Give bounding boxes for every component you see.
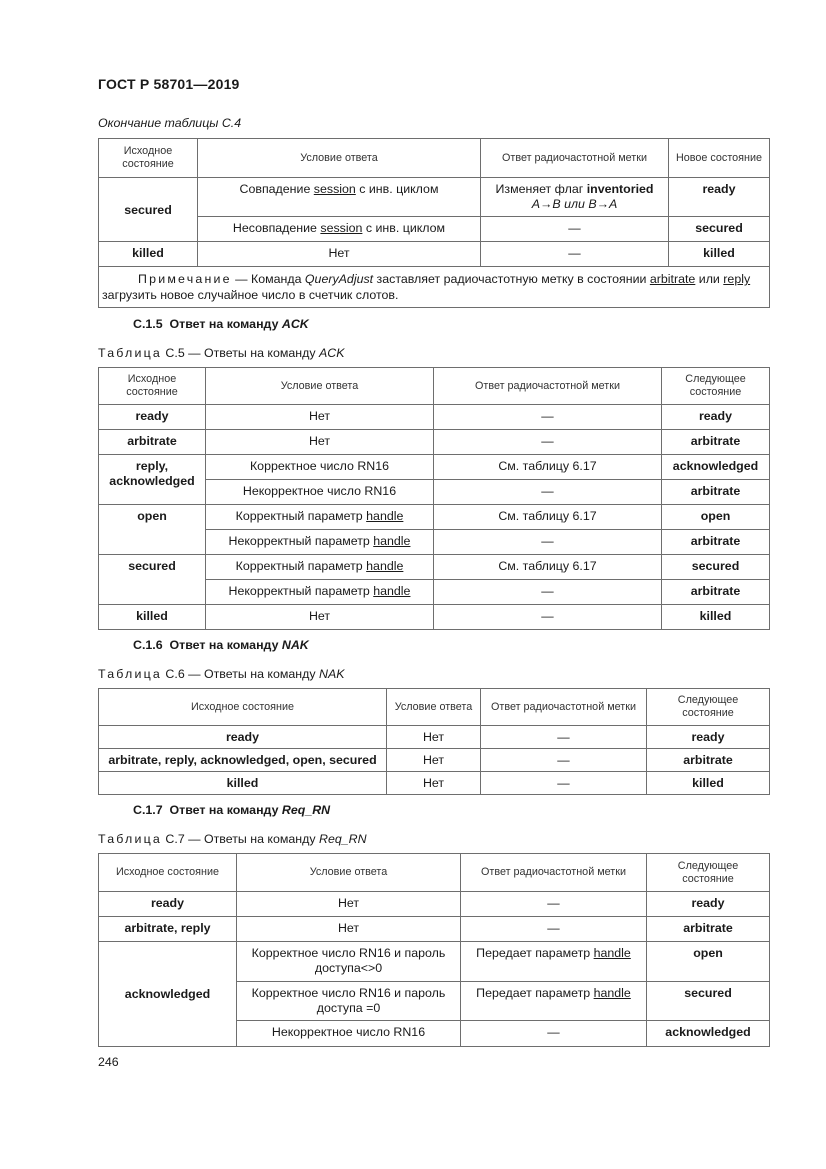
table-c5	[98, 367, 770, 630]
table-header-row	[99, 368, 770, 405]
table-row	[99, 726, 770, 749]
table-row	[99, 772, 770, 795]
response-cell: —	[434, 530, 662, 555]
state-cell: ready	[99, 405, 206, 430]
response-cell: —	[481, 217, 669, 242]
table-row	[99, 455, 770, 480]
state-cell: killed	[99, 605, 206, 630]
header-cell: Ответ радиочастотной метки	[481, 139, 669, 178]
condition-cell: Некорректный параметр handle	[206, 530, 434, 555]
next-state-cell: secured	[662, 555, 770, 580]
next-state-cell: acknowledged	[662, 455, 770, 480]
response-cell: —	[434, 480, 662, 505]
table-row	[99, 917, 770, 942]
condition-cell: Корректный параметр handle	[206, 505, 434, 530]
table-row	[99, 605, 770, 630]
response-cell: —	[481, 242, 669, 267]
next-state-cell: open	[647, 942, 770, 982]
response-cell: См. таблицу 6.17	[434, 455, 662, 480]
condition-cell: Совпадение session с инв. циклом	[198, 178, 481, 217]
next-state-cell: killed	[662, 605, 770, 630]
response-cell: См. таблицу 6.17	[434, 555, 662, 580]
next-state-cell: ready	[647, 892, 770, 917]
table-c4	[98, 138, 770, 308]
condition-cell: Нет	[387, 749, 481, 772]
page-number: 246	[98, 1055, 119, 1069]
next-state-cell: open	[662, 505, 770, 530]
header-cell: Ответ радиочастотной метки	[461, 854, 647, 892]
header-cell: Исходное состояние	[99, 689, 387, 726]
table-note-row	[99, 267, 770, 308]
table-row	[99, 555, 770, 580]
state-cell: arbitrate, reply	[99, 917, 237, 942]
response-cell: См. таблицу 6.17	[434, 505, 662, 530]
state-cell: reply, acknowledged	[99, 455, 206, 505]
table-row	[99, 178, 770, 217]
next-state-cell: secured	[647, 982, 770, 1021]
response-cell: —	[461, 1021, 647, 1047]
header-cell: Исходное состояние	[99, 854, 237, 892]
section-heading-c16: С.1.6 Ответ на команду NAK	[133, 638, 309, 652]
state-cell: secured	[99, 555, 206, 605]
response-cell: —	[434, 580, 662, 605]
state-cell: killed	[99, 242, 198, 267]
header-cell: Условие ответа	[237, 854, 461, 892]
table-row	[99, 430, 770, 455]
table-row	[99, 405, 770, 430]
header-cell: Следующее состояние	[647, 854, 770, 892]
section-heading-c17: С.1.7 Ответ на команду Req_RN	[133, 803, 331, 817]
table-c7	[98, 853, 770, 1047]
state-cell: killed	[99, 772, 387, 795]
condition-cell: Корректное число RN16 и пароль доступа =0	[237, 982, 461, 1021]
table-row	[99, 942, 770, 982]
condition-cell: Нет	[198, 242, 481, 267]
table-header-row	[99, 139, 770, 178]
next-state-cell: ready	[647, 726, 770, 749]
next-state-cell: arbitrate	[662, 480, 770, 505]
header-cell: Ответ радиочастотной метки	[481, 689, 647, 726]
condition-cell: Некорректное число RN16	[206, 480, 434, 505]
next-state-cell: ready	[669, 178, 770, 217]
table-row	[99, 749, 770, 772]
table-header-row	[99, 854, 770, 892]
condition-cell: Некорректное число RN16	[237, 1021, 461, 1047]
condition-cell: Несовпадение session с инв. циклом	[198, 217, 481, 242]
condition-cell: Нет	[206, 605, 434, 630]
next-state-cell: arbitrate	[647, 749, 770, 772]
next-state-cell: ready	[662, 405, 770, 430]
next-state-cell: arbitrate	[662, 530, 770, 555]
response-cell: —	[481, 726, 647, 749]
header-cell: Условие ответа	[198, 139, 481, 178]
table-note: Примечание — Команда QueryAdjust заставляет радиочастотную метку в состоянии arbitrate или reply загрузить новое случайное число в счетчик слотов.	[99, 267, 770, 308]
condition-cell: Нет	[206, 405, 434, 430]
state-cell: secured	[99, 178, 198, 242]
header-cell: Условие ответа	[387, 689, 481, 726]
condition-cell: Нет	[237, 892, 461, 917]
condition-cell: Нет	[206, 430, 434, 455]
next-state-cell: killed	[669, 242, 770, 267]
document-title: ГОСТ Р 58701—2019	[98, 76, 240, 92]
table-c6-caption: Таблица С.6 — Ответы на команду NAK	[98, 667, 345, 681]
condition-cell: Корректный параметр handle	[206, 555, 434, 580]
response-cell: Передает параметр handle	[461, 942, 647, 982]
header-cell: Условие ответа	[206, 368, 434, 405]
next-state-cell: arbitrate	[662, 430, 770, 455]
table-header-row	[99, 689, 770, 726]
state-cell: ready	[99, 726, 387, 749]
condition-cell: Нет	[237, 917, 461, 942]
table-c7-caption: Таблица С.7 — Ответы на команду Req_RN	[98, 832, 367, 846]
table-c5-caption: Таблица С.5 — Ответы на команду ACK	[98, 346, 345, 360]
table-row	[99, 892, 770, 917]
condition-cell: Некорректный параметр handle	[206, 580, 434, 605]
header-cell: Следующее состояние	[647, 689, 770, 726]
table-row	[99, 505, 770, 530]
state-cell: arbitrate, reply, acknowledged, open, secured	[99, 749, 387, 772]
condition-cell: Корректное число RN16 и пароль доступа<>0	[237, 942, 461, 982]
state-cell: arbitrate	[99, 430, 206, 455]
condition-cell: Нет	[387, 772, 481, 795]
condition-cell: Нет	[387, 726, 481, 749]
state-cell: ready	[99, 892, 237, 917]
response-cell: —	[434, 605, 662, 630]
next-state-cell: secured	[669, 217, 770, 242]
next-state-cell: arbitrate	[662, 580, 770, 605]
condition-cell: Корректное число RN16	[206, 455, 434, 480]
table-row	[99, 217, 770, 242]
header-cell: Исходное состояние	[99, 139, 198, 178]
next-state-cell: killed	[647, 772, 770, 795]
state-cell: open	[99, 505, 206, 555]
next-state-cell: acknowledged	[647, 1021, 770, 1047]
header-cell: Исходное состояние	[99, 368, 206, 405]
state-cell: acknowledged	[99, 942, 237, 1047]
header-cell: Новое состояние	[669, 139, 770, 178]
table-row	[99, 242, 770, 267]
response-cell: Передает параметр handle	[461, 982, 647, 1021]
response-cell: —	[434, 430, 662, 455]
response-cell: —	[434, 405, 662, 430]
response-cell: —	[461, 892, 647, 917]
table-c4-caption: Окончание таблицы С.4	[98, 116, 242, 130]
header-cell: Следующее состояние	[662, 368, 770, 405]
response-cell: —	[461, 917, 647, 942]
table-c6	[98, 688, 770, 795]
response-cell: —	[481, 772, 647, 795]
next-state-cell: arbitrate	[647, 917, 770, 942]
header-cell: Ответ радиочастотной метки	[434, 368, 662, 405]
section-heading-c15: С.1.5 Ответ на команду ACK	[133, 317, 309, 331]
response-cell: —	[481, 749, 647, 772]
response-cell: Изменяет флаг inventoried A→B или B→A	[481, 178, 669, 217]
